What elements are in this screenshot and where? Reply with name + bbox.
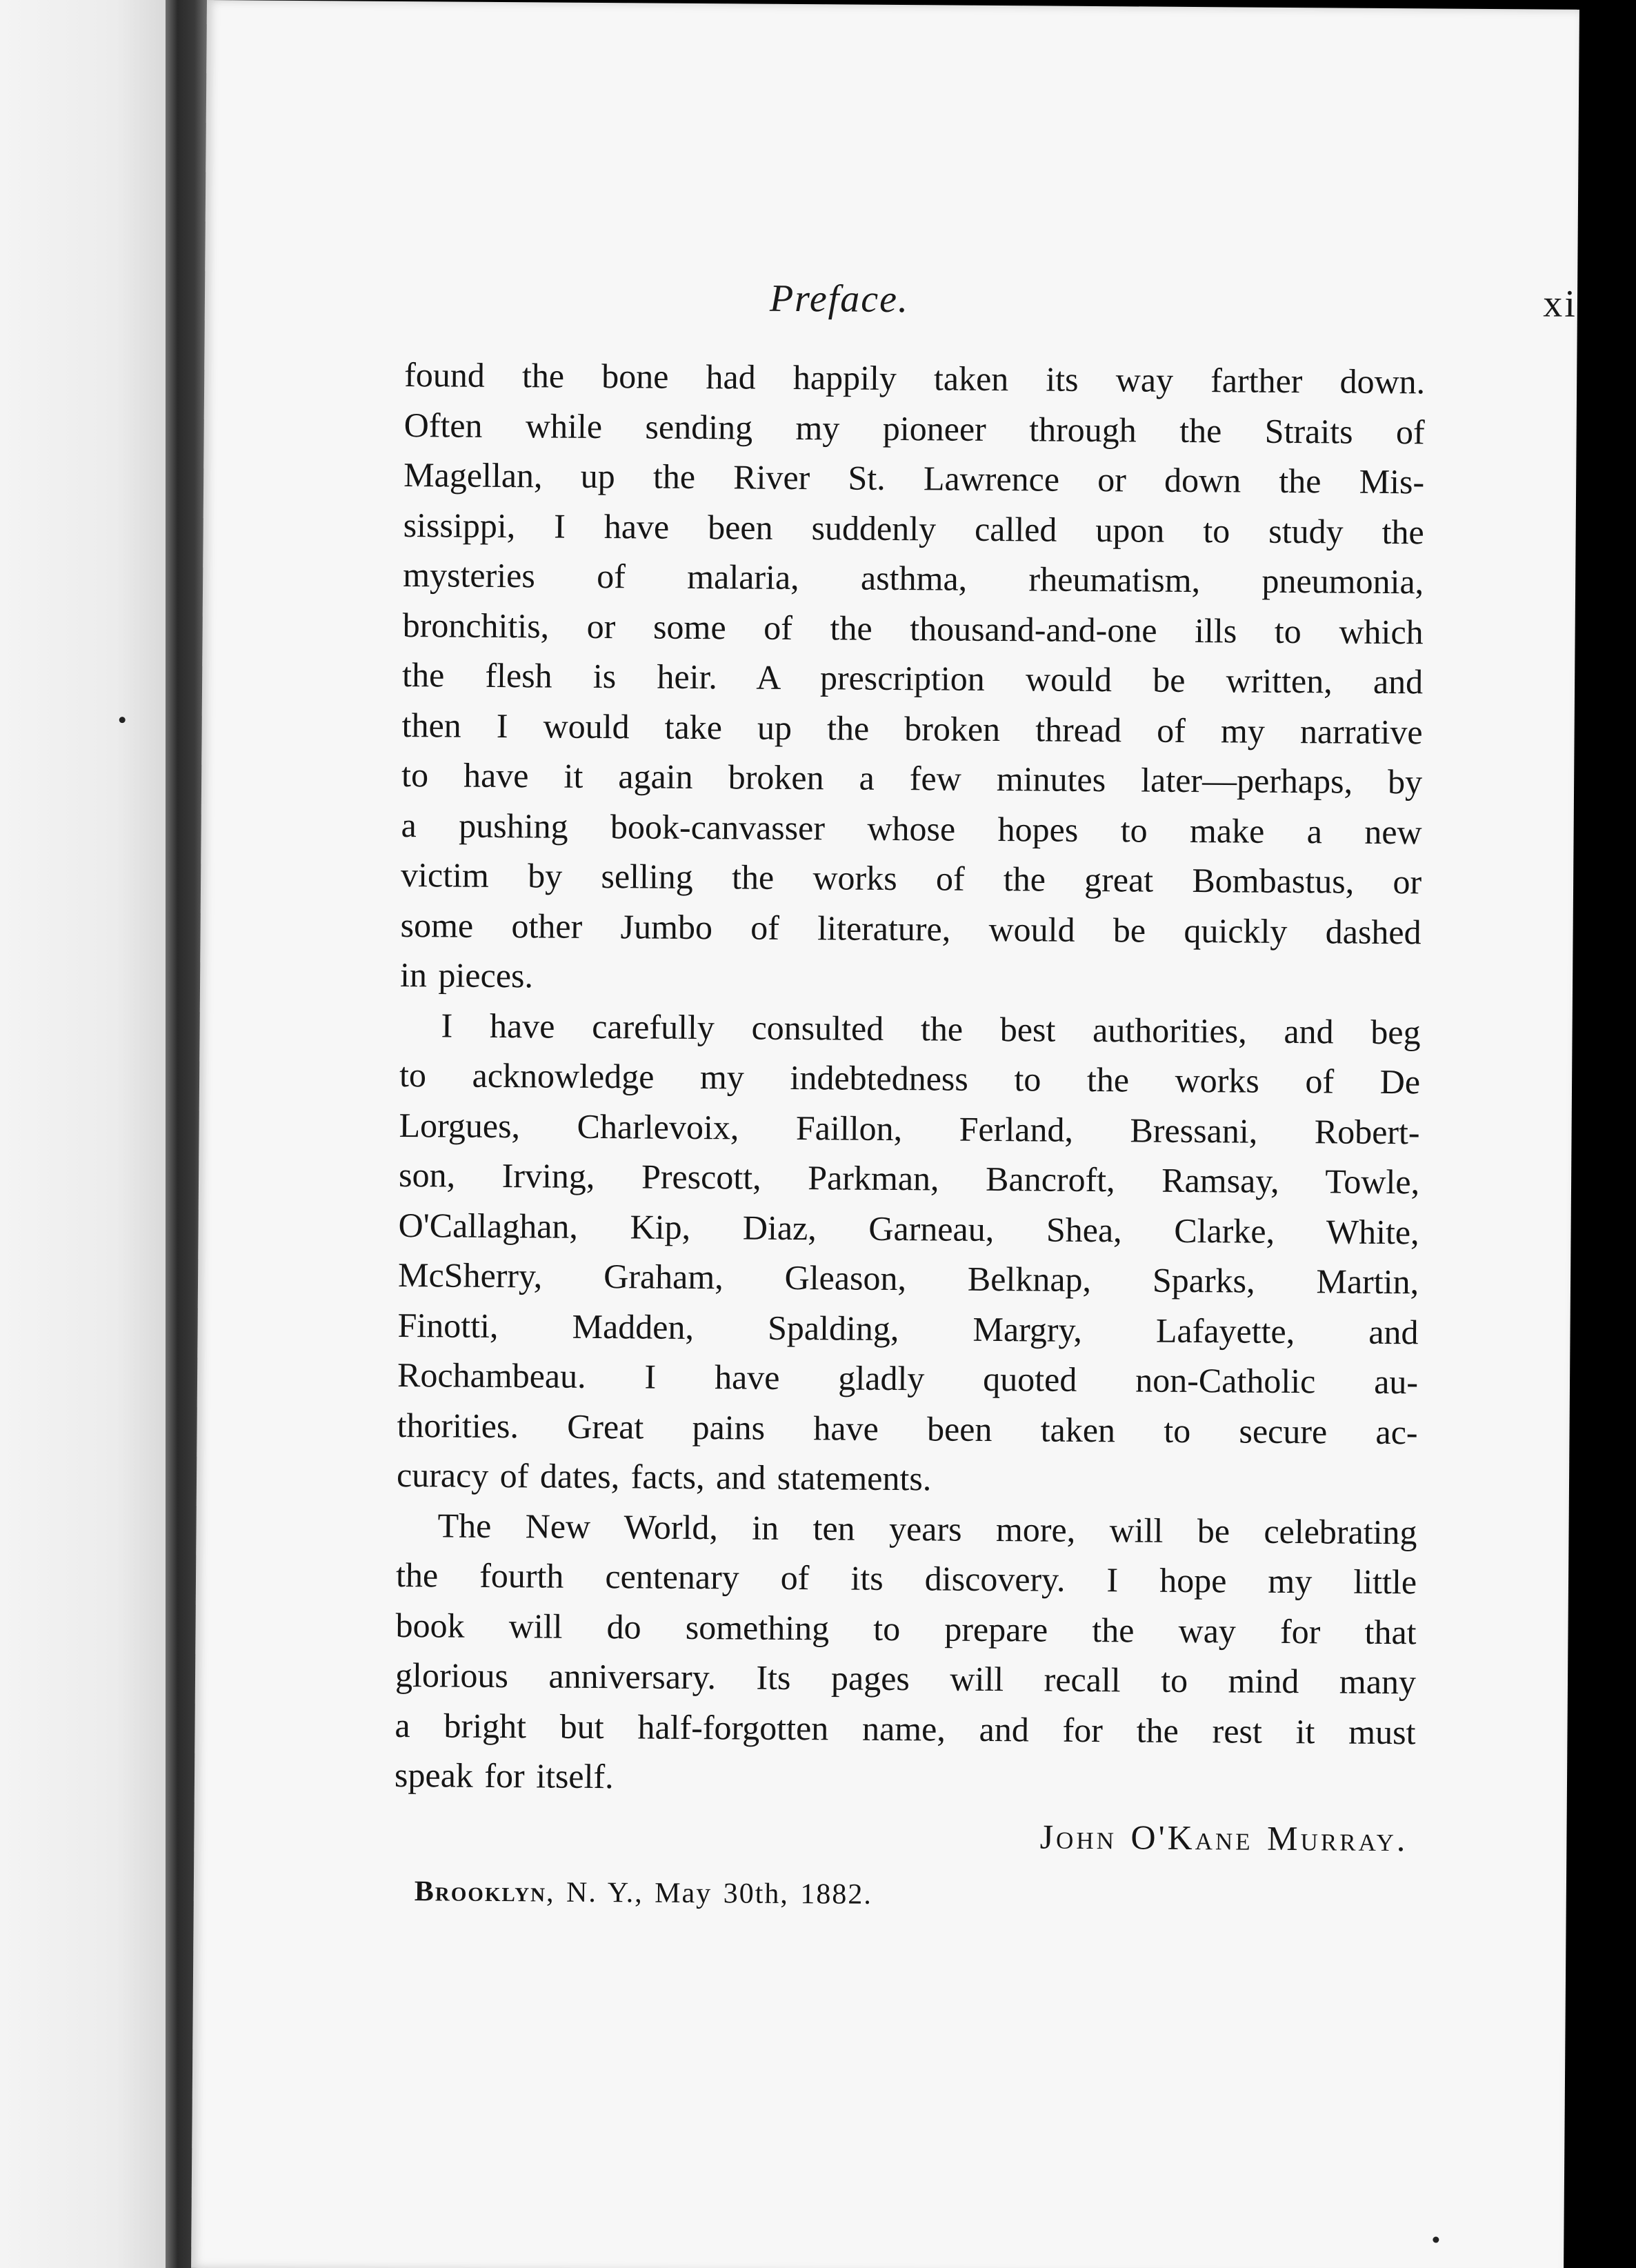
- text-line: Magellan, up the River St. Lawrence or down the Mis-: [403, 455, 1425, 501]
- text-line: some other Jumbo of literature, would be quickly dashed: [400, 905, 1421, 951]
- dateline: [394, 1867, 1415, 1924]
- paragraph: [397, 999, 1421, 1506]
- text-line: Finotti, Madden, Spalding, Margry, Lafayette, and: [397, 1305, 1419, 1351]
- text-line: O'Callaghan, Kip, Diaz, Garneau, Shea, Clarke, White,: [398, 1205, 1419, 1251]
- text-line: in pieces.: [399, 955, 534, 995]
- dateline-place: Brooklyn: [414, 1876, 547, 1909]
- text-line: sissippi, I have been suddenly called upon to study the: [403, 505, 1424, 551]
- text-line: to acknowledge my indebtedness to the works of De: [399, 1055, 1421, 1102]
- text-line: a bright but half-forgotten name, and for the rest it must: [395, 1705, 1416, 1751]
- preface-text: [394, 350, 1426, 1924]
- text-line: thorities. Great pains have been taken to secure ac-: [397, 1405, 1418, 1451]
- text-line: mysteries of malaria, asthma, rheumatism, pneumonia,: [402, 555, 1424, 601]
- text-line: The New World, in ten years more, will be celebrating: [437, 1505, 1417, 1551]
- text-line: son, Irving, Prescott, Parkman, Bancroft, Ramsay, Towle,: [398, 1155, 1420, 1202]
- text-line: McSherry, Graham, Gleason, Belknap, Sparks, Martin,: [397, 1255, 1419, 1302]
- text-line: book will do something to prepare the way for that: [395, 1605, 1417, 1651]
- text-line: bronchitis, or some of the thousand-and-one ills to which: [402, 605, 1424, 651]
- running-title: Preface.: [769, 277, 910, 321]
- text-line: found the bone had happily taken its way farther down.: [404, 355, 1426, 401]
- text-line: the flesh is heir. A prescription would be written, and: [401, 655, 1424, 702]
- text-line: Rochambeau. I have gladly quoted non-Catholic au-: [397, 1355, 1419, 1402]
- paragraph: [395, 1500, 1417, 1807]
- book-page: [191, 0, 1579, 2268]
- text-line: I have carefully consulted the best authorities, and beg: [441, 1005, 1421, 1051]
- running-head: [357, 274, 1619, 345]
- previous-page-edge: [0, 0, 166, 2268]
- text-line: then I would take up the broken thread of my narrative: [401, 705, 1423, 751]
- text-line: the fourth centenary of its discovery. I hope my little: [395, 1555, 1417, 1602]
- page-number: xi: [1543, 282, 1578, 326]
- scan-speck: [1433, 2236, 1439, 2242]
- text-line: victim by selling the works of the great Bombastus, or: [400, 855, 1422, 902]
- text-line: a pushing book-canvasser whose hopes to make a new: [401, 805, 1422, 851]
- dateline-date: , N. Y., May 30th, 1882.: [546, 1876, 873, 1911]
- text-line: speak for itself.: [394, 1755, 614, 1796]
- text-line: Often while sending my pioneer through the Straits of: [403, 405, 1425, 451]
- text-line: to have it again broken a few minutes later—perhaps, by: [401, 755, 1423, 802]
- author-signature: John O'Kane Murray.: [1039, 1816, 1408, 1858]
- scan-speck: [119, 717, 126, 723]
- text-line: glorious anniversary. Its pages will recall to mind many: [395, 1655, 1417, 1702]
- paragraph: [400, 350, 1426, 1007]
- text-line: curacy of dates, facts, and statements.: [396, 1455, 932, 1498]
- text-line: Lorgues, Charlevoix, Faillon, Ferland, Bressani, Robert-: [399, 1105, 1420, 1151]
- paragraph-container: [395, 350, 1426, 1807]
